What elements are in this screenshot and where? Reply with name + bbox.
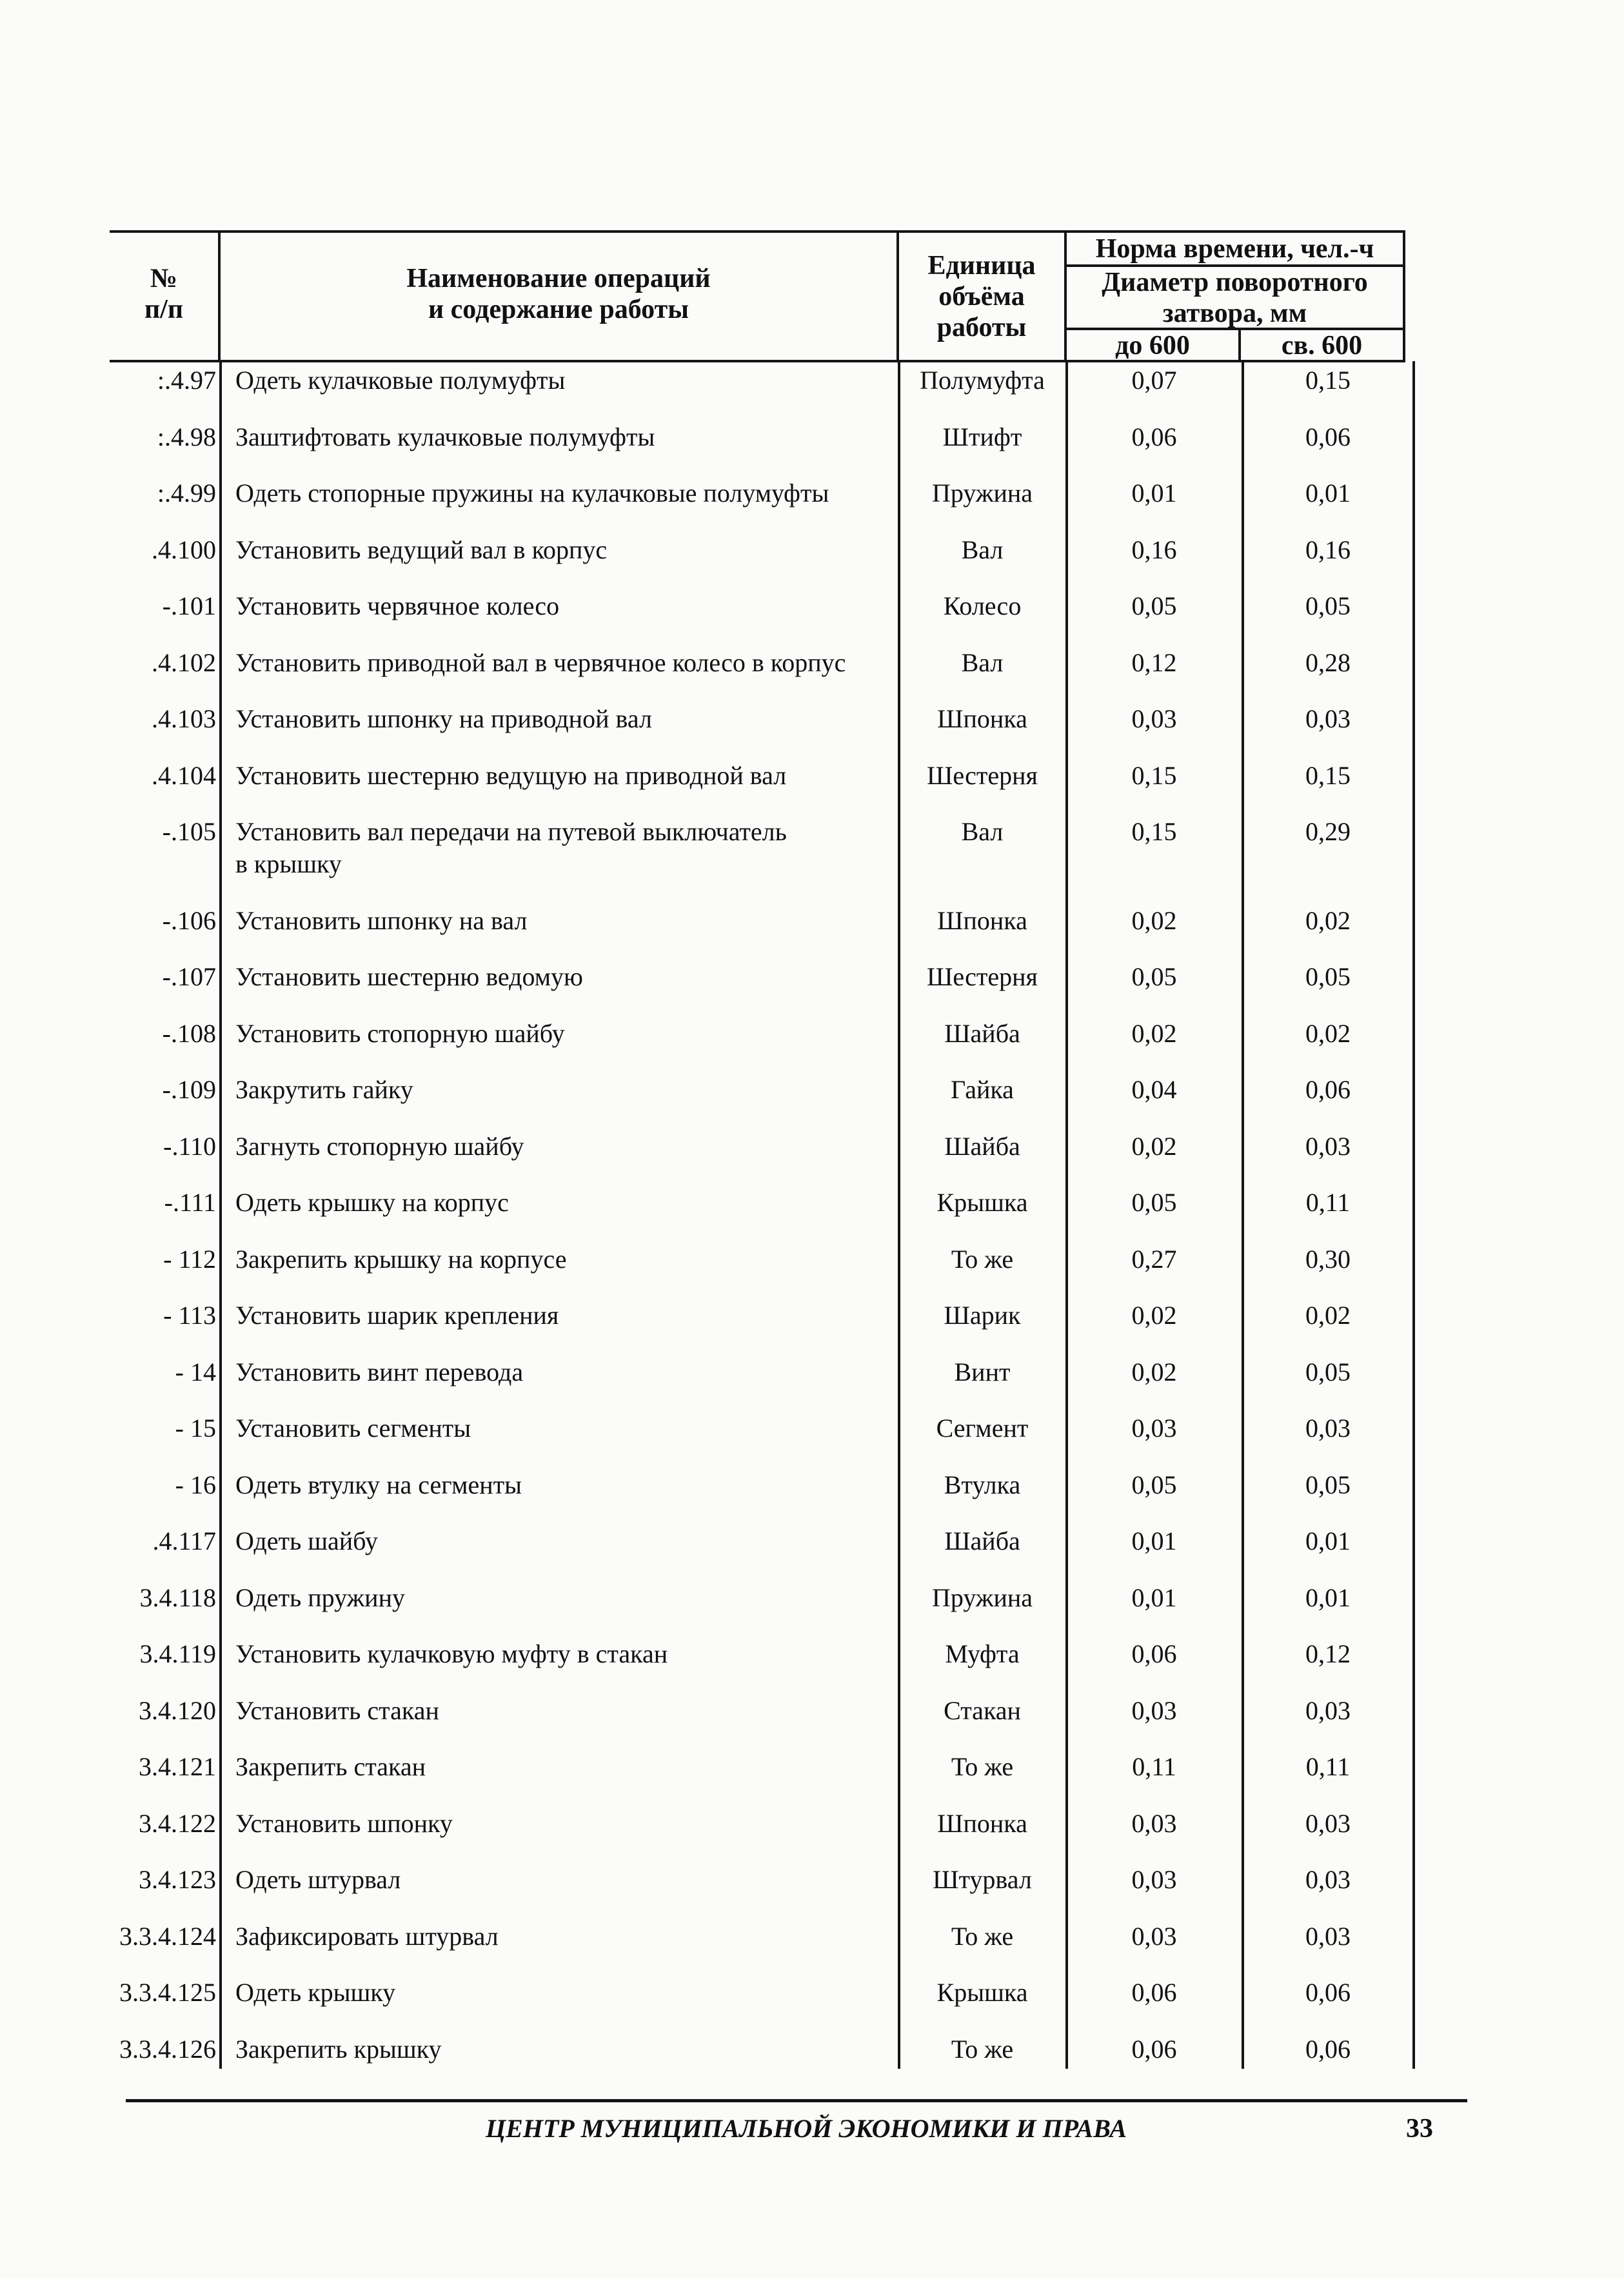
norm-over-600: 0,30	[1305, 1244, 1351, 1274]
norm-over-600: 0,06	[1305, 422, 1351, 451]
operation-name: Закрепить стакан	[235, 1752, 426, 1781]
header-right-rule	[1403, 230, 1405, 362]
norm-to-600: 0,06	[1131, 1639, 1177, 1668]
row-number: -.106	[162, 905, 216, 935]
norm-over-600: 0,29	[1305, 817, 1351, 846]
norm-to-600: 0,05	[1131, 1470, 1177, 1499]
unit-of-work: Сегмент	[936, 1414, 1029, 1443]
operation-name: Установить ведущий вал в корпус	[235, 535, 608, 564]
norm-to-600: 0,02	[1131, 1131, 1177, 1161]
unit-of-work: Крышка	[936, 1978, 1028, 2007]
unit-of-work: Вал	[961, 647, 1004, 677]
unit-of-work: Шайба	[944, 1526, 1020, 1555]
norm-over-600: 0,11	[1305, 1188, 1351, 1217]
norm-over-600: 0,01	[1305, 1526, 1351, 1555]
body-right-rule	[1412, 361, 1415, 2069]
row-number: .4.103	[152, 704, 216, 733]
unit-of-work: Шайба	[944, 1131, 1020, 1161]
row-number: .4.102	[152, 647, 216, 677]
norm-over-600: 0,16	[1305, 535, 1351, 564]
row-number: -.107	[162, 962, 216, 991]
norm-over-600: 0,28	[1305, 647, 1351, 677]
norm-over-600: 0,03	[1305, 704, 1351, 733]
page-number: 33	[1406, 2114, 1433, 2144]
unit-of-work: То же	[951, 1244, 1014, 1274]
unit-of-work: Шпонка	[937, 1808, 1027, 1838]
operation-name: Установить шпонку на приводной вал	[235, 704, 652, 733]
norm-to-600: 0,15	[1131, 817, 1177, 846]
unit-of-work: Шарик	[944, 1301, 1021, 1330]
operation-name: Одеть крышку на корпус	[235, 1188, 509, 1217]
norm-to-600: 0,11	[1132, 1752, 1176, 1781]
norm-to-600: 0,01	[1131, 478, 1177, 508]
operation-name: Установить шестерню ведущую на приводной вал	[235, 760, 787, 790]
row-number: :.4.99	[157, 478, 216, 508]
operation-name: Зафиксировать штурвал	[235, 1921, 499, 1951]
row-number: 3.4.120	[139, 1695, 216, 1725]
row-number: .4.100	[152, 535, 216, 564]
operation-name: Установить червячное колесо	[235, 591, 560, 620]
operation-name: Одеть шайбу	[235, 1526, 378, 1555]
unit-of-work: Гайка	[951, 1075, 1014, 1104]
norm-to-600: 0,15	[1131, 760, 1177, 790]
header-col-d1: до 600	[1115, 331, 1190, 360]
unit-of-work: Стакан	[944, 1695, 1021, 1725]
row-number: 3.4.122	[139, 1808, 216, 1838]
norm-over-600: 0,03	[1305, 1865, 1351, 1894]
norm-to-600: 0,16	[1131, 535, 1177, 564]
unit-of-work: То же	[951, 2034, 1014, 2064]
norm-over-600: 0,02	[1305, 1018, 1351, 1048]
norm-to-600: 0,02	[1131, 1301, 1177, 1330]
row-number: -.109	[162, 1075, 216, 1104]
unit-of-work: Винт	[954, 1357, 1011, 1386]
operation-name: Одеть крышку	[235, 1978, 396, 2007]
unit-of-work: Штурвал	[933, 1865, 1032, 1894]
row-number: .4.117	[152, 1526, 216, 1555]
operation-name: Установить шпонку на вал	[235, 905, 528, 935]
norm-over-600: 0,15	[1305, 366, 1351, 395]
norm-over-600: 0,05	[1305, 962, 1351, 991]
unit-of-work: Шестерня	[927, 962, 1038, 991]
footer-title: ЦЕНТР МУНИЦИПАЛЬНОЙ ЭКОНОМИКИ И ПРАВА	[485, 2114, 1127, 2143]
unit-of-work: То же	[951, 1921, 1014, 1951]
row-number: -.111	[164, 1188, 216, 1217]
operation-name: Установить шарик крепления	[235, 1301, 559, 1330]
header-col-num: № п/п	[144, 264, 184, 324]
norm-to-600: 0,27	[1131, 1244, 1177, 1274]
norm-over-600: 0,03	[1305, 1414, 1351, 1443]
row-number: -.110	[163, 1131, 216, 1161]
unit-of-work: Пружина	[931, 478, 1033, 508]
unit-of-work: Шестерня	[927, 760, 1038, 790]
norm-to-600: 0,03	[1131, 1414, 1177, 1443]
operation-name: Установить вал передачи на путевой выключатель в крышку	[235, 817, 787, 878]
norm-over-600: 0,05	[1305, 1357, 1351, 1386]
operation-name: Одеть стопорные пружины на кулачковые полумуфты	[235, 478, 829, 508]
norm-over-600: 0,02	[1305, 905, 1351, 935]
operation-name: Установить винт перевода	[235, 1357, 524, 1386]
row-number: 3.3.4.124	[119, 1921, 216, 1951]
table-top-rule	[110, 230, 1403, 233]
operation-name: Загнуть стопорную шайбу	[235, 1131, 524, 1161]
operation-name: Закрепить крышку на корпусе	[235, 1244, 567, 1274]
unit-of-work: Вал	[961, 817, 1004, 846]
norm-to-600: 0,03	[1131, 1921, 1177, 1951]
norm-to-600: 0,07	[1131, 366, 1177, 395]
norm-over-600: 0,06	[1305, 1075, 1351, 1104]
norm-to-600: 0,05	[1131, 962, 1177, 991]
unit-of-work: Вал	[961, 535, 1004, 564]
norm-to-600: 0,12	[1131, 647, 1177, 677]
operation-name: Одеть втулку на сегменты	[235, 1470, 522, 1499]
row-number: - 15	[175, 1414, 216, 1443]
row-number: 3.4.123	[139, 1865, 216, 1894]
unit-of-work: Шайба	[944, 1018, 1020, 1048]
operation-name: Установить шестерню ведомую	[235, 962, 583, 991]
norm-over-600: 0,03	[1305, 1808, 1351, 1838]
norm-over-600: 0,12	[1305, 1639, 1351, 1668]
unit-of-work: Полумуфта	[920, 366, 1045, 395]
row-number: .4.104	[152, 760, 216, 790]
header-col-d2: св. 600	[1281, 331, 1363, 360]
operation-name: Установить сегменты	[235, 1414, 471, 1443]
unit-of-work: Крышка	[936, 1188, 1028, 1217]
operation-name: Установить кулачковую муфту в стакан	[235, 1639, 668, 1668]
norm-to-600: 0,06	[1131, 1978, 1177, 2007]
norm-over-600: 0,01	[1305, 1583, 1351, 1612]
norm-to-600: 0,01	[1131, 1583, 1177, 1612]
row-number: :.4.97	[157, 366, 216, 395]
norm-to-600: 0,03	[1131, 1865, 1177, 1894]
norm-over-600: 0,11	[1305, 1752, 1351, 1781]
footer-rule	[126, 2099, 1467, 2102]
row-number: 3.4.121	[139, 1752, 216, 1781]
norm-to-600: 0,03	[1131, 1808, 1177, 1838]
row-number: - 112	[163, 1244, 216, 1274]
row-number: 3.3.4.126	[119, 2034, 216, 2064]
norm-to-600: 0,02	[1131, 1018, 1177, 1048]
norm-over-600: 0,01	[1305, 478, 1351, 508]
operation-name: Установить приводной вал в червячное колесо в корпус	[235, 647, 846, 677]
norm-over-600: 0,15	[1305, 760, 1351, 790]
norm-over-600: 0,06	[1305, 2034, 1351, 2064]
row-number: 3.4.119	[139, 1639, 216, 1668]
unit-of-work: Муфта	[945, 1639, 1020, 1668]
norm-to-600: 0,01	[1131, 1526, 1177, 1555]
unit-of-work: Шпонка	[937, 905, 1027, 935]
row-number: 3.3.4.125	[119, 1978, 216, 2007]
unit-of-work: Колесо	[943, 591, 1022, 620]
operation-name: Закрепить крышку	[235, 2034, 442, 2064]
header-norm-title: Норма времени, чел.-ч	[1095, 234, 1374, 264]
operation-name: Установить стопорную шайбу	[235, 1018, 565, 1048]
header-col-name: Наименование операций и содержание работы	[406, 264, 711, 324]
operation-name: Одеть пружину	[235, 1583, 405, 1612]
header-diameter-title: Диаметр поворотного затвора, мм	[1102, 268, 1368, 328]
norm-to-600: 0,06	[1131, 2034, 1177, 2064]
norm-over-600: 0,03	[1305, 1695, 1351, 1725]
body-divider-num	[219, 361, 222, 2069]
row-number: - 113	[163, 1301, 216, 1330]
norm-to-600: 0,05	[1131, 1188, 1177, 1217]
norm-over-600: 0,05	[1305, 1470, 1351, 1499]
unit-of-work: То же	[951, 1752, 1014, 1781]
norm-over-600: 0,02	[1305, 1301, 1351, 1330]
row-number: -.105	[162, 817, 216, 846]
norm-over-600: 0,03	[1305, 1921, 1351, 1951]
operation-name: Установить стакан	[235, 1695, 439, 1725]
operation-name: Закрутить гайку	[235, 1075, 413, 1104]
norm-to-600: 0,02	[1131, 905, 1177, 935]
norm-over-600: 0,05	[1305, 591, 1351, 620]
row-number: 3.4.118	[139, 1583, 216, 1612]
operation-name: Одеть штурвал	[235, 1865, 401, 1894]
row-number: :.4.98	[157, 422, 216, 451]
operation-name: Заштифтовать кулачковые полумуфты	[235, 422, 655, 451]
operation-name: Установить шпонку	[235, 1808, 453, 1838]
norm-to-600: 0,05	[1131, 591, 1177, 620]
norm-over-600: 0,03	[1305, 1131, 1351, 1161]
row-number: -.108	[162, 1018, 216, 1048]
unit-of-work: Шпонка	[937, 704, 1027, 733]
norm-to-600: 0,03	[1131, 704, 1177, 733]
operation-name: Одеть кулачковые полумуфты	[235, 366, 566, 395]
row-number: -.101	[162, 591, 216, 620]
unit-of-work: Штифт	[942, 422, 1022, 451]
norm-to-600: 0,04	[1131, 1075, 1177, 1104]
norm-over-600: 0,06	[1305, 1978, 1351, 2007]
norm-to-600: 0,03	[1131, 1695, 1177, 1725]
row-number: - 16	[175, 1470, 216, 1499]
unit-of-work: Пружина	[931, 1583, 1033, 1612]
norm-to-600: 0,02	[1131, 1357, 1177, 1386]
row-number: - 14	[175, 1357, 216, 1386]
unit-of-work: Втулка	[944, 1470, 1021, 1499]
header-col-unit: Единица объёма работы	[927, 251, 1036, 342]
norm-to-600: 0,06	[1131, 422, 1177, 451]
